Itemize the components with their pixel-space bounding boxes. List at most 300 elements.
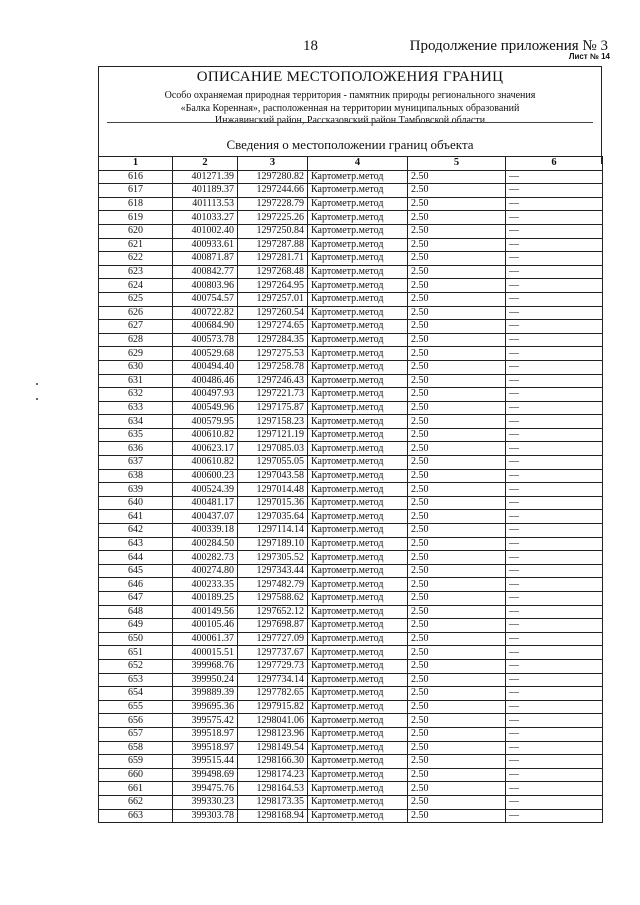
coord-x-cell: 400284.50 [173, 537, 238, 551]
note-cell: — [506, 496, 603, 510]
note-cell: — [506, 483, 603, 497]
method-cell: Картометр.метод [308, 687, 408, 701]
point-number-cell: 648 [99, 605, 173, 619]
coord-y-cell: 1297221.73 [238, 388, 308, 402]
method-cell: Картометр.метод [308, 292, 408, 306]
precision-cell: 2.50 [408, 238, 506, 252]
method-cell: Картометр.метод [308, 374, 408, 388]
table-row [99, 292, 603, 306]
note-cell: — [506, 809, 603, 823]
point-number-cell: 629 [99, 347, 173, 361]
table-row [99, 809, 603, 823]
point-number-cell: 653 [99, 673, 173, 687]
table-row [99, 727, 603, 741]
coord-y-cell: 1297698.87 [238, 619, 308, 633]
coord-y-cell: 1297244.66 [238, 184, 308, 198]
note-cell: — [506, 224, 603, 238]
precision-cell: 2.50 [408, 292, 506, 306]
precision-cell: 2.50 [408, 333, 506, 347]
precision-cell: 2.50 [408, 768, 506, 782]
table-row [99, 496, 603, 510]
note-cell: — [506, 320, 603, 334]
method-cell: Картометр.метод [308, 605, 408, 619]
table-row [99, 687, 603, 701]
point-number-cell: 639 [99, 483, 173, 497]
coord-x-cell: 401033.27 [173, 211, 238, 225]
note-cell: — [506, 184, 603, 198]
coord-y-cell: 1298123.96 [238, 727, 308, 741]
point-number-cell: 656 [99, 714, 173, 728]
coord-y-cell: 1297014.48 [238, 483, 308, 497]
coord-x-cell: 400610.82 [173, 456, 238, 470]
coord-x-cell: 401271.39 [173, 170, 238, 184]
sheet-number: Лист № 14 [568, 52, 610, 61]
method-cell: Картометр.метод [308, 768, 408, 782]
precision-cell: 2.50 [408, 578, 506, 592]
method-cell: Картометр.метод [308, 537, 408, 551]
precision-cell: 2.50 [408, 782, 506, 796]
table-row [99, 632, 603, 646]
method-cell: Картометр.метод [308, 483, 408, 497]
precision-cell: 2.50 [408, 265, 506, 279]
note-cell: — [506, 360, 603, 374]
coord-y-cell: 1297727.09 [238, 632, 308, 646]
table-header-row [99, 157, 603, 171]
point-number-cell: 627 [99, 320, 173, 334]
method-cell: Картометр.метод [308, 265, 408, 279]
coord-x-cell: 400481.17 [173, 496, 238, 510]
method-cell: Картометр.метод [308, 252, 408, 266]
coordinates-table [98, 156, 603, 823]
scan-mark [36, 383, 38, 385]
method-cell: Картометр.метод [308, 564, 408, 578]
coord-y-cell: 1298149.54 [238, 741, 308, 755]
table-row [99, 646, 603, 660]
column-header: 1 [99, 157, 173, 171]
coord-y-cell: 1297305.52 [238, 551, 308, 565]
method-cell: Картометр.метод [308, 782, 408, 796]
point-number-cell: 661 [99, 782, 173, 796]
description-line-1: Особо охраняемая природная территория - памятник природы регионального значения [164, 90, 536, 101]
precision-cell: 2.50 [408, 170, 506, 184]
coord-x-cell: 399498.69 [173, 768, 238, 782]
table-row [99, 524, 603, 538]
note-cell: — [506, 592, 603, 606]
method-cell: Картометр.метод [308, 809, 408, 823]
coord-y-cell: 1297729.73 [238, 659, 308, 673]
method-cell: Картометр.метод [308, 496, 408, 510]
coord-y-cell: 1297274.65 [238, 320, 308, 334]
point-number-cell: 628 [99, 333, 173, 347]
coord-y-cell: 1297258.78 [238, 360, 308, 374]
precision-cell: 2.50 [408, 496, 506, 510]
point-number-cell: 642 [99, 524, 173, 538]
coord-y-cell: 1298166.30 [238, 755, 308, 769]
note-cell: — [506, 170, 603, 184]
method-cell: Картометр.метод [308, 184, 408, 198]
coord-x-cell: 400549.96 [173, 401, 238, 415]
point-number-cell: 643 [99, 537, 173, 551]
table-row [99, 197, 603, 211]
coord-y-cell: 1297257.01 [238, 292, 308, 306]
table-row [99, 700, 603, 714]
coord-y-cell: 1297284.35 [238, 333, 308, 347]
precision-cell: 2.50 [408, 456, 506, 470]
precision-cell: 2.50 [408, 619, 506, 633]
note-cell: — [506, 700, 603, 714]
coord-x-cell: 400722.82 [173, 306, 238, 320]
note-cell: — [506, 415, 603, 429]
coord-x-cell: 400189.25 [173, 592, 238, 606]
table-row [99, 184, 603, 198]
precision-cell: 2.50 [408, 374, 506, 388]
table-row [99, 605, 603, 619]
note-cell: — [506, 782, 603, 796]
note-cell: — [506, 401, 603, 415]
table-row [99, 347, 603, 361]
coord-x-cell: 400282.73 [173, 551, 238, 565]
coord-y-cell: 1297055.05 [238, 456, 308, 470]
note-cell: — [506, 605, 603, 619]
note-cell: — [506, 659, 603, 673]
coord-y-cell: 1297782.65 [238, 687, 308, 701]
point-number-cell: 636 [99, 442, 173, 456]
precision-cell: 2.50 [408, 659, 506, 673]
table-row [99, 333, 603, 347]
point-number-cell: 650 [99, 632, 173, 646]
precision-cell: 2.50 [408, 415, 506, 429]
coord-y-cell: 1297588.62 [238, 592, 308, 606]
table-row [99, 659, 603, 673]
coord-y-cell: 1297915.82 [238, 700, 308, 714]
precision-cell: 2.50 [408, 347, 506, 361]
coord-x-cell: 400486.46 [173, 374, 238, 388]
coord-y-cell: 1297189.10 [238, 537, 308, 551]
table-row [99, 428, 603, 442]
note-cell: — [506, 673, 603, 687]
table-row [99, 795, 603, 809]
coord-x-cell: 401002.40 [173, 224, 238, 238]
precision-cell: 2.50 [408, 727, 506, 741]
method-cell: Картометр.метод [308, 442, 408, 456]
precision-cell: 2.50 [408, 388, 506, 402]
precision-cell: 2.50 [408, 224, 506, 238]
continuation-label: Продолжение приложения № 3 [409, 38, 608, 54]
table-row [99, 483, 603, 497]
coord-y-cell: 1297281.71 [238, 252, 308, 266]
precision-cell: 2.50 [408, 320, 506, 334]
coord-x-cell: 400015.51 [173, 646, 238, 660]
note-cell: — [506, 306, 603, 320]
point-number-cell: 645 [99, 564, 173, 578]
method-cell: Картометр.метод [308, 727, 408, 741]
column-header: 4 [308, 157, 408, 171]
precision-cell: 2.50 [408, 401, 506, 415]
method-cell: Картометр.метод [308, 428, 408, 442]
coord-x-cell: 401113.53 [173, 197, 238, 211]
method-cell: Картометр.метод [308, 333, 408, 347]
table-row [99, 306, 603, 320]
table-row [99, 537, 603, 551]
method-cell: Картометр.метод [308, 279, 408, 293]
method-cell: Картометр.метод [308, 700, 408, 714]
table-row [99, 388, 603, 402]
coord-y-cell: 1297280.82 [238, 170, 308, 184]
note-cell: — [506, 292, 603, 306]
method-cell: Картометр.метод [308, 619, 408, 633]
coord-x-cell: 400684.90 [173, 320, 238, 334]
column-header: 6 [506, 157, 603, 171]
coord-x-cell: 399518.97 [173, 741, 238, 755]
method-cell: Картометр.метод [308, 211, 408, 225]
precision-cell: 2.50 [408, 483, 506, 497]
method-cell: Картометр.метод [308, 632, 408, 646]
coord-y-cell: 1297250.84 [238, 224, 308, 238]
note-cell: — [506, 537, 603, 551]
column-header: 2 [173, 157, 238, 171]
precision-cell: 2.50 [408, 673, 506, 687]
coord-y-cell: 1297114.14 [238, 524, 308, 538]
point-number-cell: 637 [99, 456, 173, 470]
precision-cell: 2.50 [408, 442, 506, 456]
precision-cell: 2.50 [408, 537, 506, 551]
point-number-cell: 623 [99, 265, 173, 279]
method-cell: Картометр.метод [308, 551, 408, 565]
point-number-cell: 660 [99, 768, 173, 782]
coord-y-cell: 1297121.19 [238, 428, 308, 442]
coord-y-cell: 1297482.79 [238, 578, 308, 592]
point-number-cell: 625 [99, 292, 173, 306]
precision-cell: 2.50 [408, 741, 506, 755]
note-cell: — [506, 564, 603, 578]
note-cell: — [506, 428, 603, 442]
method-cell: Картометр.метод [308, 170, 408, 184]
table-row [99, 374, 603, 388]
coord-y-cell: 1297225.26 [238, 211, 308, 225]
precision-cell: 2.50 [408, 687, 506, 701]
coord-y-cell: 1297175.87 [238, 401, 308, 415]
table-row [99, 320, 603, 334]
precision-cell: 2.50 [408, 592, 506, 606]
note-cell: — [506, 197, 603, 211]
coord-x-cell: 399518.97 [173, 727, 238, 741]
point-number-cell: 635 [99, 428, 173, 442]
coord-x-cell: 400600.23 [173, 469, 238, 483]
table-row [99, 673, 603, 687]
table-row [99, 360, 603, 374]
coord-x-cell: 400061.37 [173, 632, 238, 646]
table-row [99, 551, 603, 565]
method-cell: Картометр.метод [308, 347, 408, 361]
precision-cell: 2.50 [408, 510, 506, 524]
method-cell: Картометр.метод [308, 673, 408, 687]
table-row [99, 564, 603, 578]
coord-y-cell: 1297035.64 [238, 510, 308, 524]
method-cell: Картометр.метод [308, 592, 408, 606]
method-cell: Картометр.метод [308, 401, 408, 415]
table-row [99, 224, 603, 238]
point-number-cell: 654 [99, 687, 173, 701]
note-cell: — [506, 714, 603, 728]
method-cell: Картометр.метод [308, 741, 408, 755]
table-row [99, 442, 603, 456]
coord-y-cell: 1297043.58 [238, 469, 308, 483]
table-row [99, 238, 603, 252]
note-cell: — [506, 524, 603, 538]
note-cell: — [506, 727, 603, 741]
coord-x-cell: 401189.37 [173, 184, 238, 198]
note-cell: — [506, 456, 603, 470]
point-number-cell: 622 [99, 252, 173, 266]
table-row [99, 714, 603, 728]
method-cell: Картометр.метод [308, 510, 408, 524]
coord-x-cell: 400233.35 [173, 578, 238, 592]
method-cell: Картометр.метод [308, 456, 408, 470]
header-divider [107, 122, 593, 123]
description-line-3: Инжавинский район, Рассказовский район Тамбовской области [214, 115, 486, 126]
coord-y-cell: 1298173.35 [238, 795, 308, 809]
column-header: 5 [408, 157, 506, 171]
coord-x-cell: 399475.76 [173, 782, 238, 796]
table-row [99, 279, 603, 293]
table-row [99, 741, 603, 755]
method-cell: Картометр.метод [308, 524, 408, 538]
table-row [99, 170, 603, 184]
note-cell: — [506, 578, 603, 592]
coord-x-cell: 400579.95 [173, 415, 238, 429]
precision-cell: 2.50 [408, 632, 506, 646]
coord-x-cell: 399889.39 [173, 687, 238, 701]
precision-cell: 2.50 [408, 564, 506, 578]
table-row [99, 619, 603, 633]
coord-y-cell: 1297085.03 [238, 442, 308, 456]
point-number-cell: 649 [99, 619, 173, 633]
note-cell: — [506, 795, 603, 809]
table-body [99, 170, 603, 823]
precision-cell: 2.50 [408, 428, 506, 442]
point-number-cell: 663 [99, 809, 173, 823]
table-row [99, 782, 603, 796]
table-subtitle: Сведения о местоположении границ объекта [226, 137, 474, 152]
note-cell: — [506, 388, 603, 402]
method-cell: Картометр.метод [308, 320, 408, 334]
method-cell: Картометр.метод [308, 714, 408, 728]
point-number-cell: 640 [99, 496, 173, 510]
precision-cell: 2.50 [408, 469, 506, 483]
method-cell: Картометр.метод [308, 197, 408, 211]
coord-y-cell: 1297287.88 [238, 238, 308, 252]
note-cell: — [506, 279, 603, 293]
method-cell: Картометр.метод [308, 306, 408, 320]
point-number-cell: 651 [99, 646, 173, 660]
point-number-cell: 619 [99, 211, 173, 225]
coord-y-cell: 1297734.14 [238, 673, 308, 687]
point-number-cell: 662 [99, 795, 173, 809]
point-number-cell: 652 [99, 659, 173, 673]
method-cell: Картометр.метод [308, 360, 408, 374]
table-row [99, 578, 603, 592]
note-cell: — [506, 238, 603, 252]
table-row [99, 768, 603, 782]
method-cell: Картометр.метод [308, 646, 408, 660]
note-cell: — [506, 551, 603, 565]
point-number-cell: 644 [99, 551, 173, 565]
precision-cell: 2.50 [408, 252, 506, 266]
method-cell: Картометр.метод [308, 795, 408, 809]
method-cell: Картометр.метод [308, 238, 408, 252]
precision-cell: 2.50 [408, 306, 506, 320]
coord-y-cell: 1297228.79 [238, 197, 308, 211]
note-cell: — [506, 632, 603, 646]
point-number-cell: 618 [99, 197, 173, 211]
point-number-cell: 658 [99, 741, 173, 755]
method-cell: Картометр.метод [308, 659, 408, 673]
section-title: ОПИСАНИЕ МЕСТОПОЛОЖЕНИЯ ГРАНИЦ [196, 69, 504, 85]
point-number-cell: 633 [99, 401, 173, 415]
coord-y-cell: 1298041.06 [238, 714, 308, 728]
point-number-cell: 621 [99, 238, 173, 252]
note-cell: — [506, 333, 603, 347]
coord-y-cell: 1298164.53 [238, 782, 308, 796]
coord-x-cell: 400105.46 [173, 619, 238, 633]
coord-x-cell: 399968.76 [173, 659, 238, 673]
precision-cell: 2.50 [408, 755, 506, 769]
table-row [99, 456, 603, 470]
coord-x-cell: 400274.80 [173, 564, 238, 578]
point-number-cell: 626 [99, 306, 173, 320]
coord-y-cell: 1297275.53 [238, 347, 308, 361]
point-number-cell: 632 [99, 388, 173, 402]
coord-x-cell: 400529.68 [173, 347, 238, 361]
table-row [99, 415, 603, 429]
note-cell: — [506, 211, 603, 225]
coord-y-cell: 1298174.23 [238, 768, 308, 782]
point-number-cell: 634 [99, 415, 173, 429]
coord-y-cell: 1297652.12 [238, 605, 308, 619]
precision-cell: 2.50 [408, 809, 506, 823]
section-header-frame [98, 66, 602, 164]
note-cell: — [506, 510, 603, 524]
table-row [99, 401, 603, 415]
coord-x-cell: 399515.44 [173, 755, 238, 769]
precision-cell: 2.50 [408, 211, 506, 225]
coord-y-cell: 1297343.44 [238, 564, 308, 578]
point-number-cell: 641 [99, 510, 173, 524]
coord-x-cell: 400573.78 [173, 333, 238, 347]
coord-x-cell: 399695.36 [173, 700, 238, 714]
method-cell: Картометр.метод [308, 388, 408, 402]
point-number-cell: 616 [99, 170, 173, 184]
point-number-cell: 638 [99, 469, 173, 483]
table-row [99, 755, 603, 769]
coord-x-cell: 400610.82 [173, 428, 238, 442]
column-header: 3 [238, 157, 308, 171]
coord-x-cell: 399330.23 [173, 795, 238, 809]
scan-mark [36, 398, 38, 400]
note-cell: — [506, 469, 603, 483]
coord-y-cell: 1297158.23 [238, 415, 308, 429]
coord-x-cell: 400524.39 [173, 483, 238, 497]
note-cell: — [506, 741, 603, 755]
point-number-cell: 646 [99, 578, 173, 592]
table-row [99, 252, 603, 266]
coord-y-cell: 1297737.67 [238, 646, 308, 660]
note-cell: — [506, 619, 603, 633]
point-number-cell: 631 [99, 374, 173, 388]
precision-cell: 2.50 [408, 360, 506, 374]
coord-x-cell: 400497.93 [173, 388, 238, 402]
note-cell: — [506, 768, 603, 782]
